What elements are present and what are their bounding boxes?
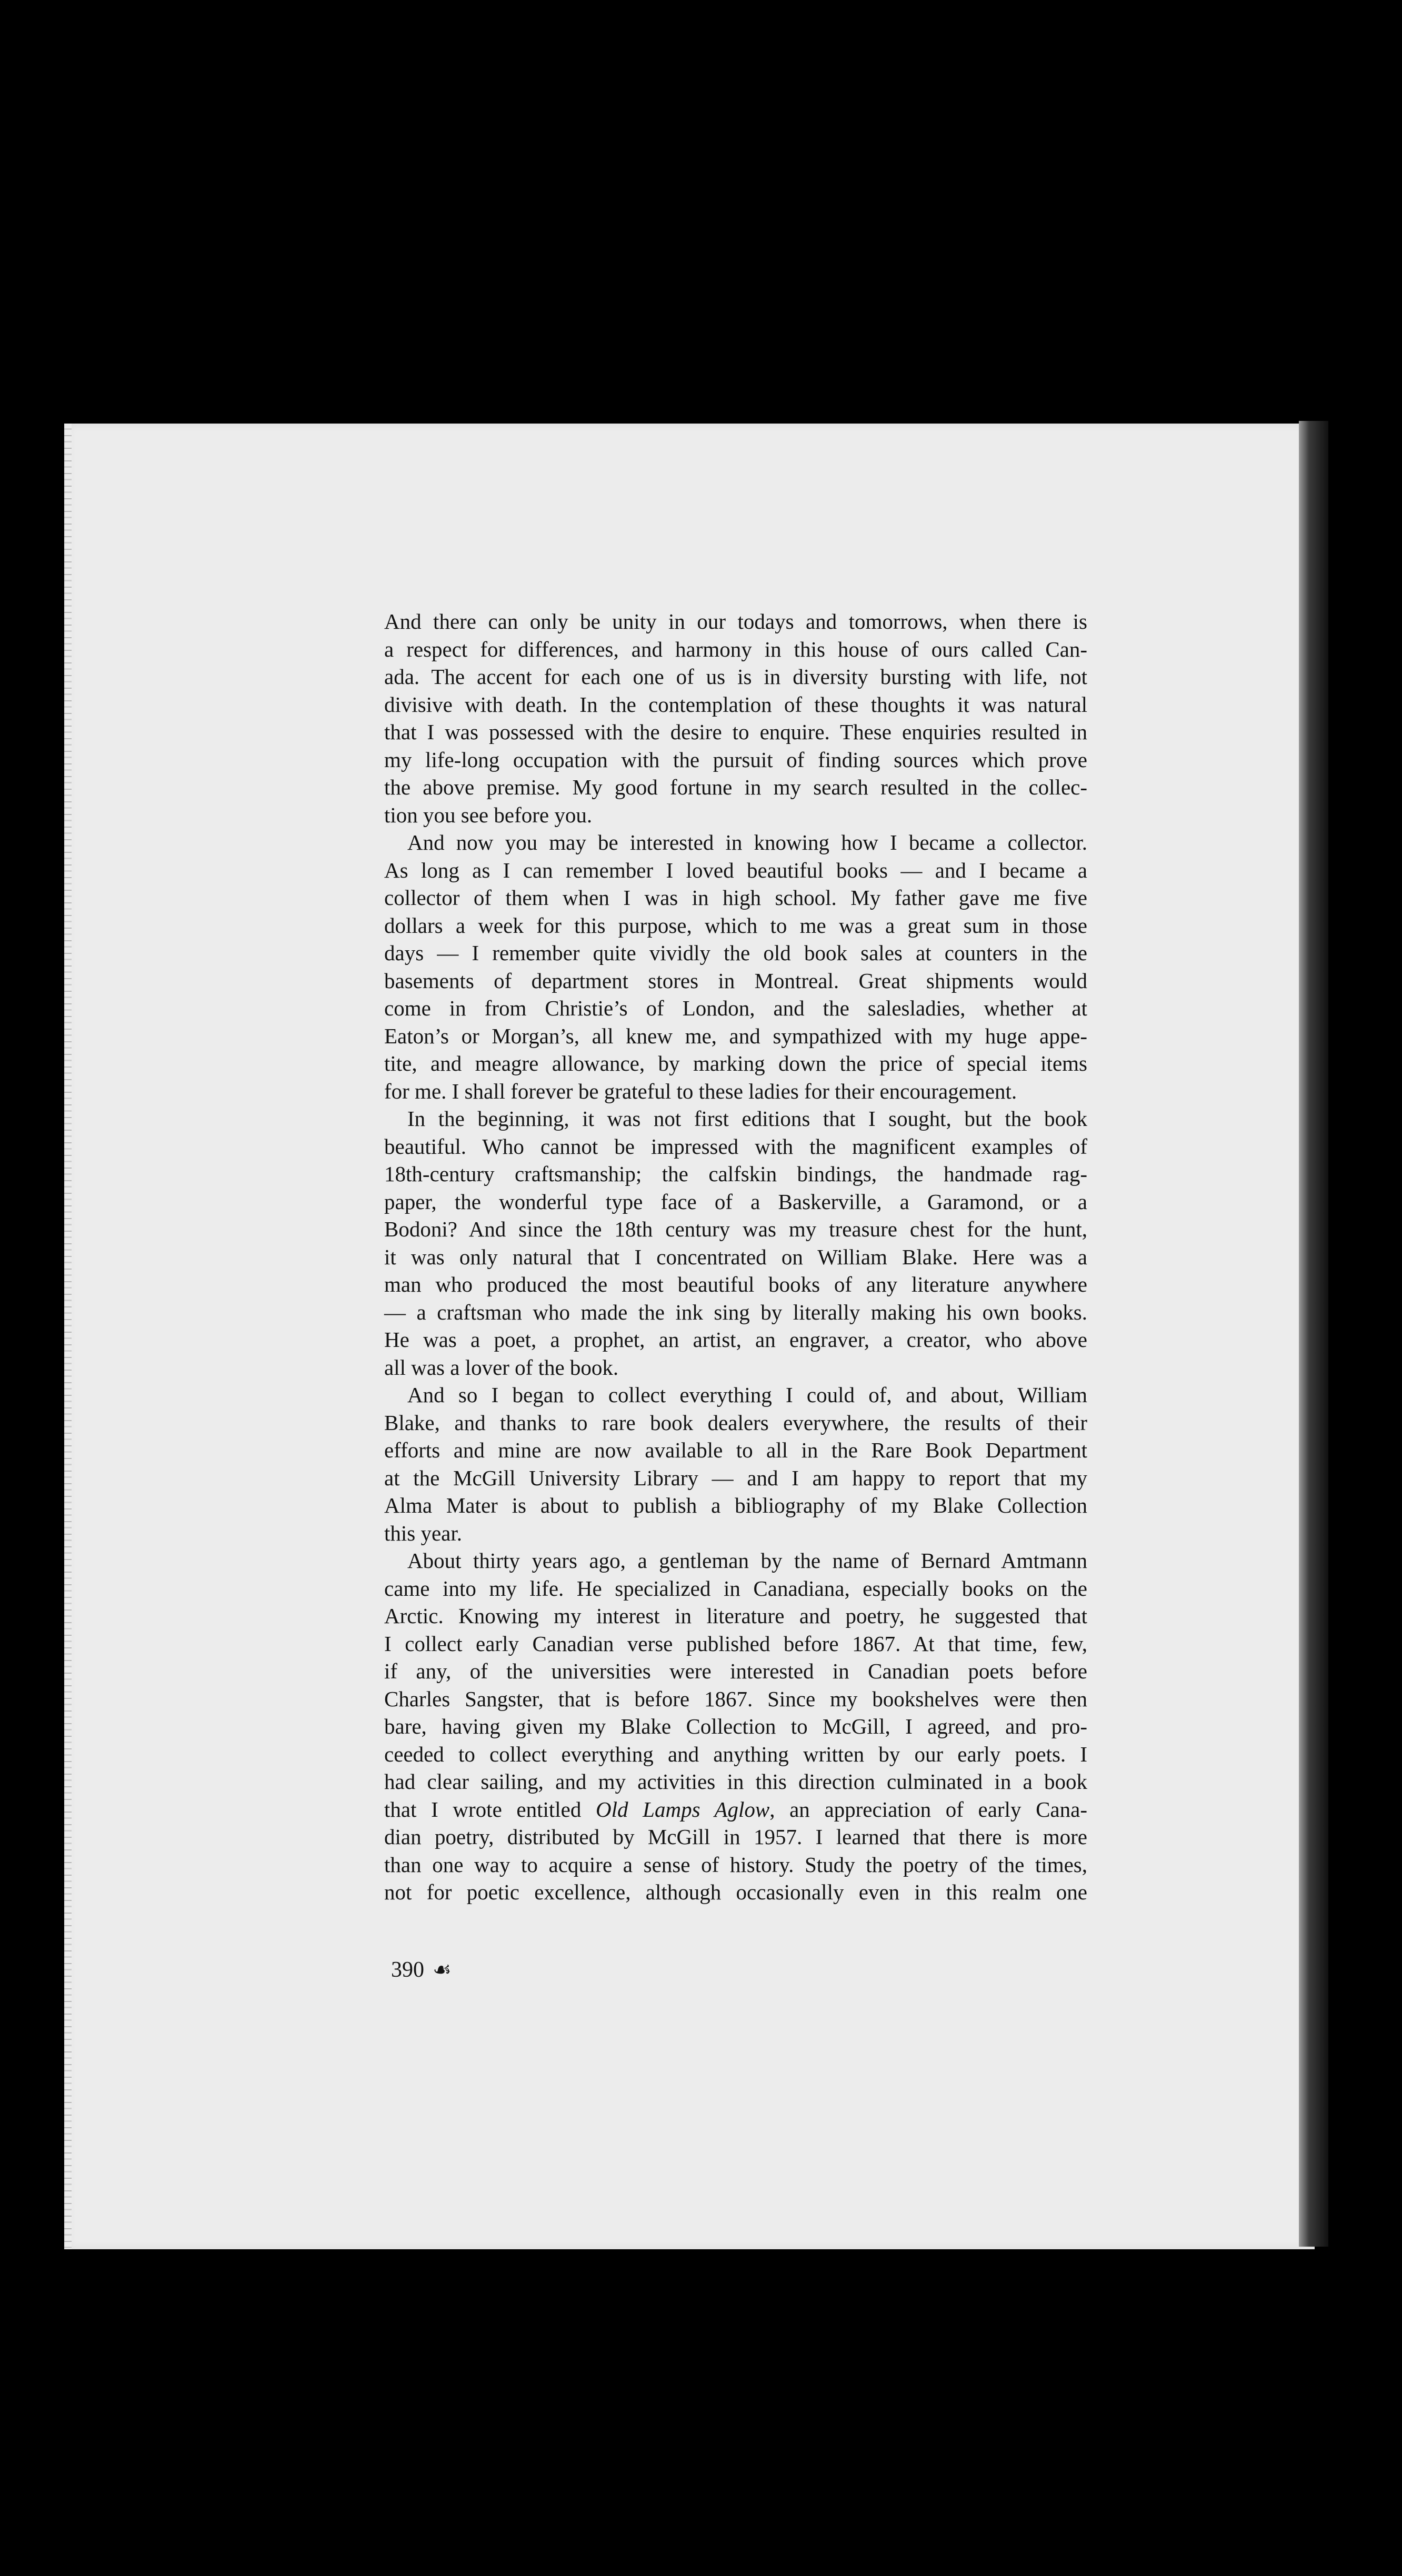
text-line: my life-long occupation with the pursuit of finding sources which prove <box>384 747 1087 772</box>
text-line: 18th-century craftsmanship; the calfskin bindings, the handmade rag- <box>384 1162 1087 1186</box>
text-line: And now you may be interested in knowing how I became a collector. <box>407 830 1087 854</box>
text-line: this year. <box>384 1521 463 1545</box>
text-line: if any, of the universities were interested in Canadian poets before <box>384 1659 1087 1683</box>
text-line: Blake, and thanks to rare book dealers everywhere, the results of their <box>384 1410 1087 1435</box>
text-line: — a craftsman who made the ink sing by literally making his own books. <box>384 1300 1087 1324</box>
text-line: for me. I shall forever be grateful to these ladies for their encouragement. <box>384 1079 1017 1103</box>
text-line: came into my life. He specialized in Canadiana, especially books on the <box>384 1576 1087 1601</box>
text-line: it was only natural that I concentrated on William Blake. Here was a <box>384 1244 1087 1269</box>
text-line: divisive with death. In the contemplation of these thoughts it was natural <box>384 692 1087 717</box>
text-line: collector of them when I was in high school. My father gave me five <box>384 886 1087 910</box>
page-number: 390 <box>391 1958 424 1982</box>
text-line: had clear sailing, and my activities in this direction culminated in a book <box>384 1769 1087 1794</box>
text-line: paper, the wonderful type face of a Baskerville, a Garamond, or a <box>384 1189 1087 1214</box>
text-line: a respect for differences, and harmony in this house of ours called Can- <box>384 637 1087 661</box>
text-line: bare, having given my Blake Collection to McGill, I agreed, and pro- <box>384 1714 1087 1738</box>
text-line: basements of department stores in Montreal. Great shipments would <box>384 968 1087 993</box>
text-line: beautiful. Who cannot be impressed with the magnificent examples of <box>384 1134 1087 1159</box>
paragraph <box>384 1105 1087 1381</box>
text-line: And there can only be unity in our todays and tomorrows, when there is <box>384 609 1087 633</box>
text-line: ceeded to collect everything and anything written by our early poets. I <box>384 1742 1087 1766</box>
paragraph <box>384 608 1087 829</box>
text-line: days — I remember quite vividly the old book sales at counters in the <box>384 941 1087 965</box>
text-line: than one way to acquire a sense of history. Study the poetry of the times, <box>384 1852 1087 1877</box>
text-line: As long as I can remember I loved beautiful books — and I became a <box>384 858 1087 882</box>
text-line: Arctic. Knowing my interest in literature and poetry, he suggested that <box>384 1604 1087 1628</box>
binding-edge <box>1299 421 1328 2247</box>
text-line: tite, and meagre allowance, by marking down the price of special items <box>384 1051 1087 1075</box>
text-line: I collect early Canadian verse published before 1867. At that time, few, <box>384 1631 1087 1656</box>
body-text <box>384 608 1087 1906</box>
text-line: come in from Christie’s of London, and the salesladies, whether at <box>384 996 1087 1020</box>
book-title: Old Lamps Aglow <box>596 1797 770 1822</box>
paragraph <box>384 1381 1087 1547</box>
paragraph <box>384 829 1087 1105</box>
text-line: About thirty years ago, a gentleman by the name of Bernard Amtmann <box>407 1548 1087 1573</box>
text-line: dian poetry, distributed by McGill in 1957. I learned that there is more <box>384 1825 1087 1849</box>
text-line: efforts and mine are now available to all in the Rare Book Department <box>384 1438 1087 1462</box>
text-line: Bodoni? And since the 18th century was my treasure chest for the hunt, <box>384 1217 1087 1241</box>
text-line: Alma Mater is about to publish a bibliography of my Blake Collection <box>384 1493 1087 1517</box>
text-line: that I was possessed with the desire to enquire. These enquiries resulted in <box>384 720 1087 744</box>
text-line: Charles Sangster, that is before 1867. Since my bookshelves were then <box>384 1686 1087 1711</box>
text-line: the above premise. My good fortune in my search resulted in the collec- <box>384 775 1087 799</box>
paragraph <box>384 1547 1087 1906</box>
text-line: not for poetic excellence, although occasionally even in this realm one <box>384 1880 1087 1904</box>
text-line: ada. The accent for each one of us is in diversity bursting with life, not <box>384 665 1087 689</box>
text-line: at the McGill University Library — and I am happy to report that my <box>384 1465 1087 1490</box>
text-line: that I wrote entitled Old Lamps Aglow, an appreciation of early Cana- <box>384 1797 1087 1822</box>
page-footer <box>391 1957 452 1983</box>
text-line: He was a poet, a prophet, an artist, an engraver, a creator, who above <box>384 1327 1087 1352</box>
text-line: dollars a week for this purpose, which to me was a great sum in those <box>384 913 1087 938</box>
fleuron-icon: ☙ <box>433 1958 452 1981</box>
text-line: all was a lover of the book. <box>384 1355 619 1380</box>
text-line: man who produced the most beautiful books of any literature anywhere <box>384 1272 1087 1296</box>
text-line: Eaton’s or Morgan’s, all knew me, and sympathized with my huge appe- <box>384 1023 1087 1048</box>
text-line: In the beginning, it was not first editions that I sought, but the book <box>407 1106 1087 1131</box>
text-line: tion you see before you. <box>384 802 593 827</box>
text-line: And so I began to collect everything I could of, and about, William <box>407 1383 1087 1407</box>
